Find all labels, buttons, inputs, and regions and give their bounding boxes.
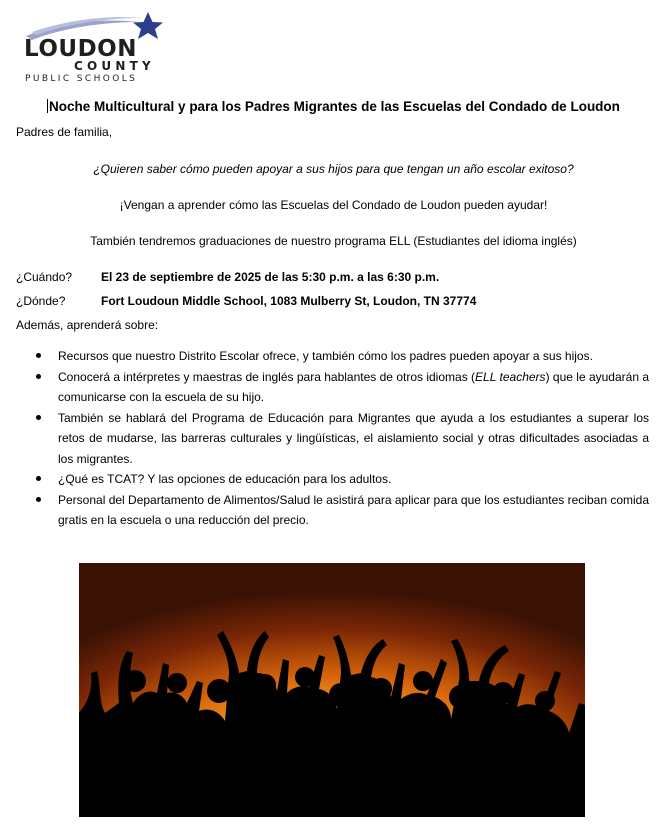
question-line: ¿Quieren saber cómo pueden apoyar a sus hijos para que tengan un año escolar exitoso? [93,162,574,176]
list-item [16,346,649,367]
list-item-text-pre: Conocerá a intérpretes y maestras de inglés para hablantes de otros idiomas ( [58,369,476,384]
list-item-text: Personal del Departamento de Alimentos/Salud le asistirá para aplicar para que los estudiantes reciban comida gratis en la escuela o una reducción del precio. [58,492,650,527]
list-item-text-post: ) que le ayudarán a comunicarse con la escuela de su hijo. [58,369,650,404]
list-item [16,490,649,531]
bullet-icon [36,353,41,358]
list-item-text-em: ELL teachers [475,369,546,384]
when-label: ¿Cuándo? [16,270,73,284]
bullet-icon [36,415,41,420]
intro-line: Además, aprenderá sobre: [16,318,159,332]
document-title-text: Noche Multicultural y para los Padres Migrantes de las Escuelas del Condado de Loudon [49,99,620,114]
where-label: ¿Dónde? [16,294,66,308]
list-item-text: Recursos que nuestro Distrito Escolar ofrece, y también cómo los padres pueden apoyar a sus hijos. [58,349,593,363]
invitation-line: ¡Vengan a aprender cómo las Escuelas del Condado de Loudon pueden ayudar! [119,198,548,212]
bullet-icon [36,476,41,481]
document-title [0,99,667,114]
greeting: Padres de familia, [16,125,113,139]
list-item [16,367,649,408]
logo-word-loudon: LOUDON [24,36,137,62]
list-item [16,408,649,470]
logo-word-county: COUNTY [74,59,155,73]
loudon-county-logo [22,12,172,86]
logo-word-public-schools: PUBLIC SCHOOLS [25,74,138,84]
list-item-text: También se hablará del Programa de Educación para Migrantes que ayuda a los estudiantes a superar los retos de mudarse, las barreras culturales y lingüísticas, el aislamiento social y otras dificultades asociadas a los migrantes. [58,410,649,466]
bullet-icon [36,374,41,379]
graduations-line: También tendremos graduaciones de nuestro programa ELL (Estudiantes del idioma inglés) [90,234,577,248]
topics-list [16,346,649,531]
list-item-text: ¿Qué es TCAT? Y las opciones de educación para los adultos. [58,472,392,486]
sunset-silhouettes-illustration [79,563,585,817]
list-item [16,469,649,490]
sunset-silhouettes-image [79,563,585,817]
text-cursor [47,99,48,113]
when-value: El 23 de septiembre de 2025 de las 5:30 p.m. a las 6:30 p.m. [101,270,440,284]
bullet-icon [36,497,41,502]
where-value: Fort Loudoun Middle School, 1083 Mulberry St, Loudon, TN 37774 [101,294,477,308]
